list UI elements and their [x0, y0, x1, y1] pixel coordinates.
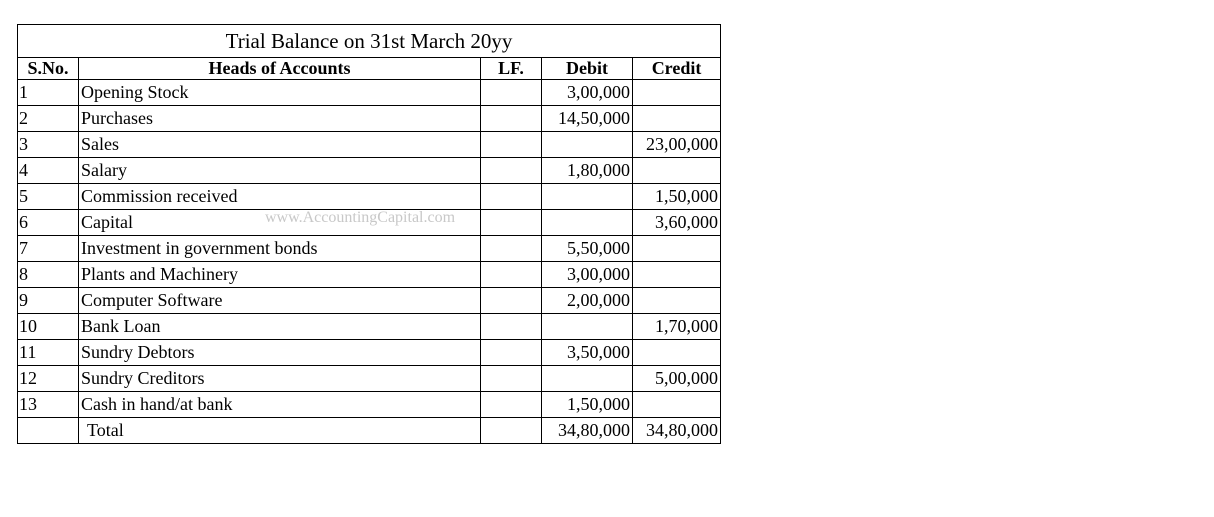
cell-sno: 3 — [18, 132, 79, 158]
cell-head: Cash in hand/at bank — [79, 392, 481, 418]
cell-credit — [633, 392, 721, 418]
cell-head: Plants and Machinery — [79, 262, 481, 288]
cell-head: Capital — [79, 210, 481, 236]
cell-sno: 6 — [18, 210, 79, 236]
cell-credit — [633, 262, 721, 288]
table-row — [18, 210, 721, 236]
total-label: Total — [79, 418, 481, 444]
cell-sno: 12 — [18, 366, 79, 392]
table-row — [18, 314, 721, 340]
cell-debit: 14,50,000 — [542, 106, 633, 132]
cell-debit: 3,00,000 — [542, 80, 633, 106]
cell-sno: 1 — [18, 80, 79, 106]
cell-lf — [481, 366, 542, 392]
title-row — [18, 25, 721, 58]
cell-credit — [633, 106, 721, 132]
header-credit: Credit — [633, 58, 721, 80]
cell-lf — [481, 210, 542, 236]
cell-credit — [633, 236, 721, 262]
cell-sno: 7 — [18, 236, 79, 262]
trial-balance-table — [17, 24, 721, 444]
header-debit: Debit — [542, 58, 633, 80]
cell-head: Sundry Creditors — [79, 366, 481, 392]
cell-head: Computer Software — [79, 288, 481, 314]
cell-sno: 13 — [18, 392, 79, 418]
cell-lf — [481, 158, 542, 184]
cell-sno: 10 — [18, 314, 79, 340]
cell-lf — [481, 184, 542, 210]
cell-lf — [481, 80, 542, 106]
header-row — [18, 58, 721, 80]
cell-debit — [542, 366, 633, 392]
cell-debit — [542, 132, 633, 158]
cell-lf — [481, 392, 542, 418]
total-row — [18, 418, 721, 444]
cell-debit: 3,50,000 — [542, 340, 633, 366]
table-row — [18, 184, 721, 210]
cell-lf — [481, 288, 542, 314]
table-row — [18, 262, 721, 288]
cell-sno: 9 — [18, 288, 79, 314]
cell-credit: 5,00,000 — [633, 366, 721, 392]
table-row — [18, 288, 721, 314]
total-lf-cell — [481, 418, 542, 444]
table-row — [18, 366, 721, 392]
cell-debit: 5,50,000 — [542, 236, 633, 262]
total-sno-cell — [18, 418, 79, 444]
header-lf: LF. — [481, 58, 542, 80]
table-row — [18, 392, 721, 418]
cell-lf — [481, 236, 542, 262]
cell-lf — [481, 314, 542, 340]
table-title: Trial Balance on 31st March 20yy — [18, 25, 721, 58]
cell-sno: 2 — [18, 106, 79, 132]
cell-sno: 11 — [18, 340, 79, 366]
trial-balance-sheet — [17, 24, 720, 444]
total-debit: 34,80,000 — [542, 418, 633, 444]
cell-head: Investment in government bonds — [79, 236, 481, 262]
header-sno: S.No. — [18, 58, 79, 80]
table-row — [18, 80, 721, 106]
header-heads-of-accounts: Heads of Accounts — [79, 58, 481, 80]
cell-head: Bank Loan — [79, 314, 481, 340]
cell-debit: 3,00,000 — [542, 262, 633, 288]
cell-sno: 4 — [18, 158, 79, 184]
cell-credit: 23,00,000 — [633, 132, 721, 158]
cell-credit — [633, 158, 721, 184]
cell-sno: 5 — [18, 184, 79, 210]
cell-head: Salary — [79, 158, 481, 184]
cell-sno: 8 — [18, 262, 79, 288]
watermark-text: www.AccountingCapital.com — [265, 209, 456, 226]
cell-debit: 1,50,000 — [542, 392, 633, 418]
cell-head: Opening Stock — [79, 80, 481, 106]
cell-debit — [542, 314, 633, 340]
cell-credit — [633, 288, 721, 314]
cell-credit — [633, 80, 721, 106]
cell-debit: 2,00,000 — [542, 288, 633, 314]
cell-debit: 1,80,000 — [542, 158, 633, 184]
cell-lf — [481, 106, 542, 132]
cell-credit: 1,50,000 — [633, 184, 721, 210]
table-body — [18, 80, 721, 418]
cell-lf — [481, 132, 542, 158]
cell-debit — [542, 184, 633, 210]
table-row — [18, 158, 721, 184]
table-row — [18, 132, 721, 158]
cell-credit: 1,70,000 — [633, 314, 721, 340]
cell-lf — [481, 340, 542, 366]
cell-head: Sundry Debtors — [79, 340, 481, 366]
cell-credit — [633, 340, 721, 366]
cell-head: Sales — [79, 132, 481, 158]
cell-lf — [481, 262, 542, 288]
table-row — [18, 236, 721, 262]
total-credit: 34,80,000 — [633, 418, 721, 444]
table-row — [18, 106, 721, 132]
cell-credit: 3,60,000 — [633, 210, 721, 236]
cell-head: Commission received — [79, 184, 481, 210]
cell-head: Purchases — [79, 106, 481, 132]
table-row — [18, 340, 721, 366]
cell-debit — [542, 210, 633, 236]
